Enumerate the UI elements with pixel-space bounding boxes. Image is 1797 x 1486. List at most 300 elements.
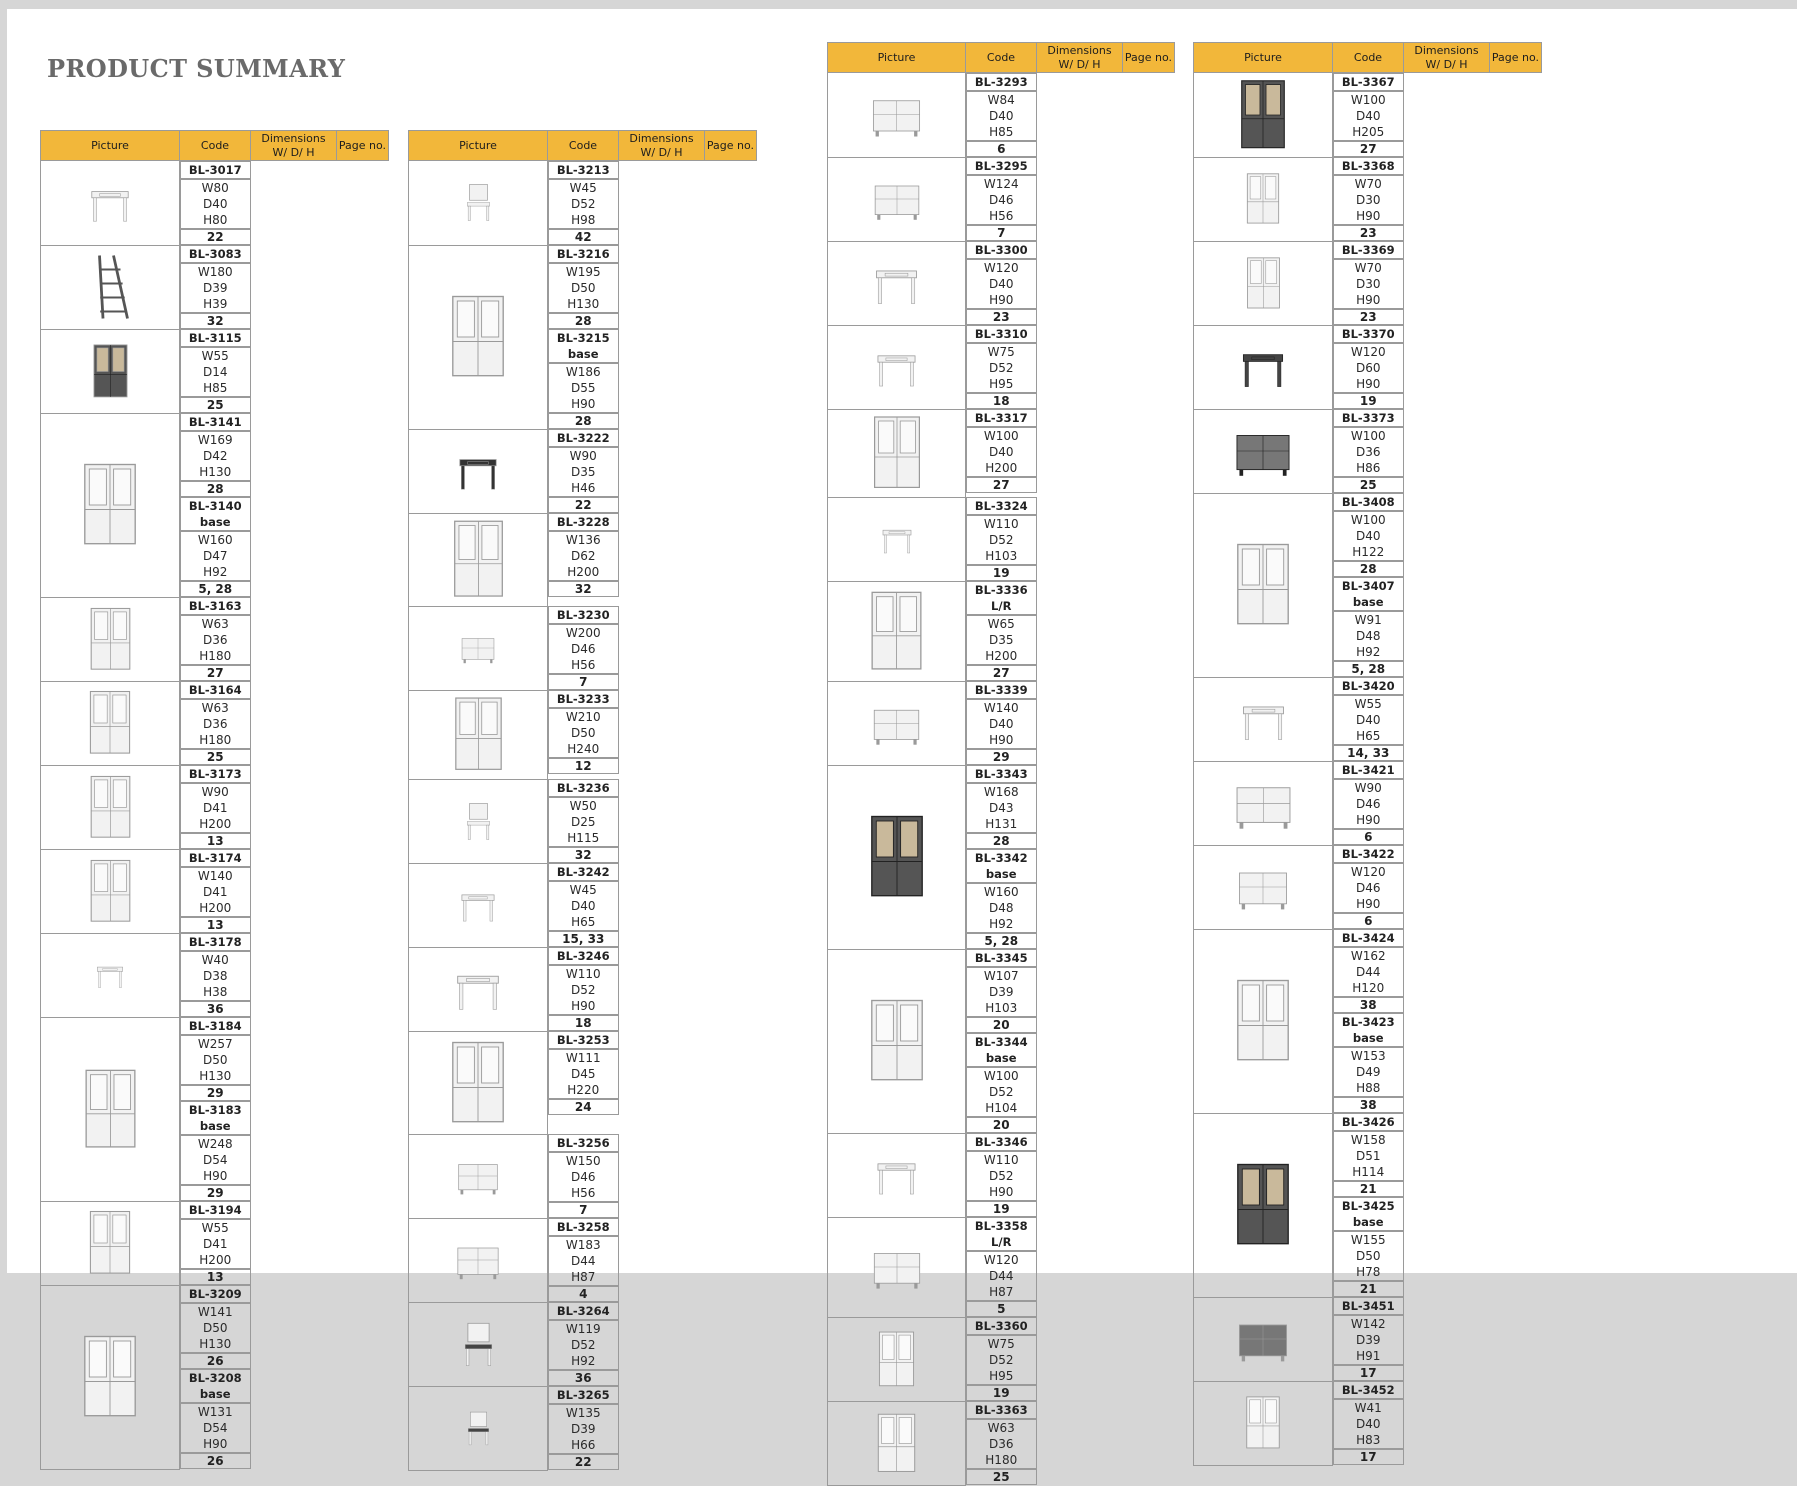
product-dimensions: W136 D62 H200 bbox=[548, 531, 619, 581]
bookcase-icon bbox=[864, 1411, 929, 1476]
table-row bbox=[1194, 1297, 1542, 1381]
table-row bbox=[828, 765, 1175, 849]
product-dimensions: W153 D49 H88 bbox=[1333, 1047, 1404, 1097]
page-number: 32 bbox=[548, 581, 619, 597]
header-picture: Picture bbox=[409, 131, 548, 161]
product-picture bbox=[828, 765, 966, 949]
product-picture bbox=[409, 779, 548, 863]
table-row bbox=[409, 1031, 757, 1134]
product-code: BL-3183 base bbox=[180, 1101, 251, 1135]
page-title: PRODUCT SUMMARY bbox=[47, 54, 346, 83]
product-code: BL-3451 bbox=[1333, 1297, 1404, 1315]
page-number: 4 bbox=[548, 1286, 619, 1302]
product-dimensions: W100 D40 H200 bbox=[966, 427, 1037, 477]
product-code: BL-3422 bbox=[1333, 845, 1404, 863]
product-picture bbox=[1194, 845, 1333, 929]
tv-console-icon bbox=[455, 1153, 501, 1199]
product-dimensions: W110 D52 H90 bbox=[548, 965, 619, 1015]
product-dimensions: W100 D40 H205 bbox=[1333, 91, 1404, 141]
product-picture bbox=[828, 1217, 966, 1317]
product-picture bbox=[1194, 677, 1333, 761]
table-row bbox=[41, 161, 389, 246]
bookshelf-dark-icon bbox=[1232, 420, 1294, 482]
product-dimensions: W111 D45 H220 bbox=[548, 1049, 619, 1099]
table-row bbox=[828, 1317, 1175, 1401]
product-code: BL-3258 bbox=[548, 1218, 619, 1236]
product-picture bbox=[1194, 761, 1333, 845]
dresser-dark-icon bbox=[852, 812, 942, 902]
page-number: 5, 28 bbox=[1333, 661, 1404, 677]
product-picture bbox=[828, 497, 966, 581]
product-picture bbox=[1194, 409, 1333, 493]
table-row bbox=[41, 933, 389, 1017]
page-number: 38 bbox=[1333, 1097, 1404, 1113]
armoire-icon bbox=[436, 517, 521, 602]
table-row bbox=[1194, 241, 1542, 325]
product-picture bbox=[1194, 929, 1333, 1113]
table-row bbox=[1194, 929, 1542, 1013]
product-code: BL-3083 bbox=[180, 245, 251, 263]
page-number: 20 bbox=[966, 1017, 1037, 1033]
page-number: 27 bbox=[966, 477, 1037, 493]
product-code: BL-3115 bbox=[180, 329, 251, 347]
product-code: BL-3265 bbox=[548, 1386, 619, 1404]
product-code: BL-3339 bbox=[966, 681, 1037, 699]
page-number: 23 bbox=[1333, 225, 1404, 241]
product-dimensions: W257 D50 H130 bbox=[180, 1035, 251, 1085]
product-picture bbox=[41, 849, 180, 933]
page-number: 7 bbox=[548, 674, 619, 690]
product-dimensions: W119 D52 H92 bbox=[548, 1320, 619, 1370]
pantry-icon bbox=[1218, 976, 1308, 1066]
product-code: BL-3164 bbox=[180, 681, 251, 699]
table-row bbox=[409, 1302, 757, 1386]
product-dimensions: W63 D36 H180 bbox=[180, 699, 251, 749]
product-dimensions: W140 D41 H200 bbox=[180, 867, 251, 917]
product-dimensions: W75 D52 H95 bbox=[966, 1335, 1037, 1385]
product-picture bbox=[409, 1302, 548, 1386]
table-row bbox=[409, 1386, 757, 1470]
table-row bbox=[828, 497, 1175, 581]
page-number: 27 bbox=[180, 665, 251, 681]
header-picture: Picture bbox=[1194, 43, 1333, 73]
product-code: BL-3215 base bbox=[548, 329, 619, 363]
desk-icon bbox=[84, 177, 136, 229]
dresser-wide-icon bbox=[67, 1066, 154, 1153]
drawer-chest-icon bbox=[870, 1240, 924, 1294]
product-picture bbox=[41, 413, 180, 597]
product-dimensions: W107 D39 H103 bbox=[966, 967, 1037, 1017]
product-code: BL-3140 base bbox=[180, 497, 251, 531]
product-picture bbox=[828, 325, 966, 409]
product-dimensions: W180 D39 H39 bbox=[180, 263, 251, 313]
product-picture bbox=[41, 1285, 180, 1469]
product-dimensions: W75 D52 H95 bbox=[966, 343, 1037, 393]
page-number: 13 bbox=[180, 1269, 251, 1285]
product-dimensions: W63 D36 H180 bbox=[966, 1419, 1037, 1469]
product-code: BL-3163 bbox=[180, 597, 251, 615]
product-picture bbox=[409, 606, 548, 690]
cupboard-icon bbox=[1235, 255, 1292, 312]
table-row bbox=[828, 241, 1175, 325]
table-row bbox=[828, 681, 1175, 765]
product-picture bbox=[41, 1017, 180, 1201]
coffee-table-icon bbox=[452, 445, 504, 497]
product-picture bbox=[41, 597, 180, 681]
drawer-chest-icon bbox=[1232, 772, 1295, 835]
product-dimensions: W70 D30 H90 bbox=[1333, 175, 1404, 225]
desk-icon bbox=[877, 519, 917, 559]
page-number: 23 bbox=[1333, 309, 1404, 325]
vitrine-tall-icon bbox=[853, 588, 940, 675]
bookcase-icon bbox=[76, 773, 145, 842]
header-dimensions: Dimensions W/ D/ H bbox=[1037, 43, 1123, 73]
product-code: BL-3017 bbox=[180, 161, 251, 179]
page-number: 21 bbox=[1333, 1281, 1404, 1297]
product-dimensions: W195 D50 H130 bbox=[548, 263, 619, 313]
product-picture bbox=[828, 157, 966, 241]
page-number: 12 bbox=[548, 758, 619, 774]
catalog-page bbox=[7, 9, 1797, 1484]
product-code: BL-3407 base bbox=[1333, 577, 1404, 611]
header-picture: Picture bbox=[828, 43, 966, 73]
page-number: 7 bbox=[966, 225, 1037, 241]
page-number: 23 bbox=[966, 309, 1037, 325]
product-code: BL-3344 base bbox=[966, 1033, 1037, 1067]
product-code: BL-3213 bbox=[548, 161, 619, 179]
header-code: Code bbox=[180, 131, 251, 161]
product-dimensions: W210 D50 H240 bbox=[548, 708, 619, 758]
table-row bbox=[1194, 761, 1542, 845]
table-row bbox=[828, 409, 1175, 497]
table-row bbox=[409, 245, 757, 329]
table-row bbox=[41, 245, 389, 329]
table-row bbox=[1194, 1381, 1542, 1465]
header-dimensions: Dimensions W/ D/ H bbox=[251, 131, 337, 161]
product-code: BL-3300 bbox=[966, 241, 1037, 259]
wine-cabinet-icon bbox=[1235, 1311, 1291, 1367]
secretary-icon bbox=[852, 996, 942, 1086]
product-picture bbox=[828, 949, 966, 1133]
product-code: BL-3256 bbox=[548, 1134, 619, 1152]
page-number: 19 bbox=[1333, 393, 1404, 409]
product-code: BL-3208 base bbox=[180, 1369, 251, 1403]
product-dimensions: W155 D50 H78 bbox=[1333, 1231, 1404, 1281]
vitrine-icon bbox=[857, 413, 937, 493]
product-code: BL-3342 base bbox=[966, 849, 1037, 883]
product-dimensions: W65 D35 H200 bbox=[966, 615, 1037, 665]
product-code: BL-3420 bbox=[1333, 677, 1404, 695]
desk-dark-icon bbox=[1235, 339, 1291, 395]
page-number: 6 bbox=[966, 141, 1037, 157]
product-code: BL-3264 bbox=[548, 1302, 619, 1320]
table-row bbox=[1194, 1113, 1542, 1197]
bench-icon bbox=[452, 1318, 505, 1371]
wall-cabinet-icon bbox=[81, 342, 140, 401]
page-number: 36 bbox=[548, 1370, 619, 1386]
product-code: BL-3424 bbox=[1333, 929, 1404, 947]
page-number: 6 bbox=[1333, 913, 1404, 929]
table-row bbox=[409, 863, 757, 947]
page-number: 25 bbox=[180, 397, 251, 413]
page-number: 27 bbox=[966, 665, 1037, 681]
header-code: Code bbox=[1333, 43, 1404, 73]
table-row bbox=[828, 325, 1175, 409]
tv-console-icon bbox=[870, 697, 923, 750]
page-number: 18 bbox=[966, 393, 1037, 409]
product-picture bbox=[828, 241, 966, 325]
table-row bbox=[409, 513, 757, 606]
bookcase-wide-icon bbox=[76, 857, 145, 926]
product-code: BL-3358 L/R bbox=[966, 1217, 1037, 1251]
product-code: BL-3421 bbox=[1333, 761, 1404, 779]
page-number: 28 bbox=[548, 413, 619, 429]
product-dimensions: W41 D40 H83 bbox=[1333, 1399, 1404, 1449]
page-number: 29 bbox=[180, 1085, 251, 1101]
product-dimensions: W110 D52 H90 bbox=[966, 1151, 1037, 1201]
table-row bbox=[1194, 157, 1542, 241]
product-dimensions: W150 D46 H56 bbox=[548, 1152, 619, 1202]
header-picture: Picture bbox=[41, 131, 180, 161]
page-number: 29 bbox=[966, 749, 1037, 765]
product-picture bbox=[409, 161, 548, 246]
page-number: 5 bbox=[966, 1301, 1037, 1317]
page-number: 42 bbox=[548, 229, 619, 245]
basket-bench-icon bbox=[458, 1408, 499, 1449]
product-picture bbox=[41, 245, 180, 329]
product-table bbox=[1193, 42, 1542, 1466]
product-code: BL-3310 bbox=[966, 325, 1037, 343]
table-row bbox=[828, 949, 1175, 1033]
product-code: BL-3233 bbox=[548, 690, 619, 708]
page-number: 13 bbox=[180, 917, 251, 933]
table-row bbox=[409, 606, 757, 690]
product-code: BL-3253 bbox=[548, 1031, 619, 1049]
ladder-shelf-icon bbox=[75, 252, 145, 322]
tv-console-icon bbox=[871, 173, 923, 225]
table-row bbox=[1194, 493, 1542, 577]
header-code: Code bbox=[548, 131, 619, 161]
product-picture bbox=[828, 1317, 966, 1401]
product-dimensions: W100 D40 H122 bbox=[1333, 511, 1404, 561]
table-row bbox=[41, 413, 389, 497]
product-dimensions: W158 D51 H114 bbox=[1333, 1131, 1404, 1181]
table-row bbox=[41, 597, 389, 681]
page-number: 19 bbox=[966, 1201, 1037, 1217]
page-number: 25 bbox=[180, 749, 251, 765]
table-row bbox=[409, 947, 757, 1031]
product-picture bbox=[1194, 1113, 1333, 1297]
table-row bbox=[828, 581, 1175, 681]
product-dimensions: W142 D39 H91 bbox=[1333, 1315, 1404, 1365]
product-dimensions: W120 D44 H87 bbox=[966, 1251, 1037, 1301]
product-code: BL-3230 bbox=[548, 606, 619, 624]
product-dimensions: W100 D36 H86 bbox=[1333, 427, 1404, 477]
header-page: Page no. bbox=[1123, 43, 1175, 73]
table-row bbox=[409, 1134, 757, 1218]
product-code: BL-3293 bbox=[966, 73, 1037, 91]
product-code: BL-3336 L/R bbox=[966, 581, 1037, 615]
valet-icon bbox=[456, 799, 501, 844]
product-picture bbox=[409, 1031, 548, 1134]
product-dimensions: W91 D48 H92 bbox=[1333, 611, 1404, 661]
desk-icon bbox=[870, 1149, 923, 1202]
product-code: BL-3228 bbox=[548, 513, 619, 531]
tv-console-icon bbox=[459, 629, 497, 667]
page-number: 15, 33 bbox=[548, 931, 619, 947]
product-dimensions: W84 D40 H85 bbox=[966, 91, 1037, 141]
tall-cabinet-icon bbox=[76, 605, 145, 674]
hall-stand-icon bbox=[866, 1329, 927, 1390]
page-number: 5, 28 bbox=[180, 581, 251, 597]
dresser-icon bbox=[1218, 540, 1308, 630]
page-number: 25 bbox=[966, 1469, 1037, 1485]
page-number: 7 bbox=[548, 1202, 619, 1218]
table-row bbox=[41, 849, 389, 933]
product-code: BL-3363 bbox=[966, 1401, 1037, 1419]
product-code: BL-3423 base bbox=[1333, 1013, 1404, 1047]
header-page: Page no. bbox=[705, 131, 757, 161]
product-dimensions: W124 D46 H56 bbox=[966, 175, 1037, 225]
page-number: 21 bbox=[1333, 1181, 1404, 1197]
product-table bbox=[408, 130, 757, 1471]
product-picture bbox=[41, 161, 180, 246]
table-row bbox=[41, 765, 389, 849]
product-table bbox=[827, 42, 1175, 1486]
table-row bbox=[409, 161, 757, 246]
side-table-icon bbox=[455, 882, 501, 928]
product-code: BL-3209 bbox=[180, 1285, 251, 1303]
table-row bbox=[828, 1401, 1175, 1485]
product-picture bbox=[41, 681, 180, 765]
sideboard-icon bbox=[454, 1236, 502, 1284]
product-picture bbox=[409, 513, 548, 606]
table-row bbox=[1194, 409, 1542, 493]
product-dimensions: W55 D41 H200 bbox=[180, 1219, 251, 1269]
product-code: BL-3242 bbox=[548, 863, 619, 881]
page-number: 27 bbox=[1333, 141, 1404, 157]
product-picture bbox=[409, 690, 548, 779]
table-row bbox=[41, 1285, 389, 1369]
table-row bbox=[409, 429, 757, 513]
product-picture bbox=[1194, 325, 1333, 409]
product-code: BL-3324 bbox=[966, 497, 1037, 515]
product-code: BL-3173 bbox=[180, 765, 251, 783]
header-code: Code bbox=[966, 43, 1037, 73]
product-picture bbox=[41, 329, 180, 413]
product-code: BL-3368 bbox=[1333, 157, 1404, 175]
dresser-icon bbox=[65, 1332, 155, 1422]
product-picture bbox=[409, 245, 548, 429]
product-code: BL-3343 bbox=[966, 765, 1037, 783]
dresser-icon bbox=[433, 292, 523, 382]
product-code: BL-3346 bbox=[966, 1133, 1037, 1151]
product-picture bbox=[409, 1386, 548, 1470]
page-number: 5, 28 bbox=[966, 933, 1037, 949]
console-table-icon bbox=[868, 255, 925, 312]
page-number: 19 bbox=[966, 1385, 1037, 1401]
product-picture bbox=[1194, 73, 1333, 158]
product-dimensions: W63 D36 H180 bbox=[180, 615, 251, 665]
library-icon bbox=[438, 694, 519, 775]
product-dimensions: W135 D39 H66 bbox=[548, 1404, 619, 1454]
table-row bbox=[409, 690, 757, 779]
product-dimensions: W160 D48 H92 bbox=[966, 883, 1037, 933]
product-dimensions: W45 D52 H98 bbox=[548, 179, 619, 229]
product-dimensions: W90 D41 H200 bbox=[180, 783, 251, 833]
product-dimensions: W70 D30 H90 bbox=[1333, 259, 1404, 309]
product-picture bbox=[409, 863, 548, 947]
page-number: 24 bbox=[548, 1099, 619, 1115]
table-row bbox=[1194, 677, 1542, 761]
product-dimensions: W141 D50 H130 bbox=[180, 1303, 251, 1353]
product-code: BL-3222 bbox=[548, 429, 619, 447]
product-dimensions: W55 D14 H85 bbox=[180, 347, 251, 397]
product-dimensions: W120 D40 H90 bbox=[966, 259, 1037, 309]
product-dimensions: W120 D60 H90 bbox=[1333, 343, 1404, 393]
product-dimensions: W90 D46 H90 bbox=[1333, 779, 1404, 829]
product-code: BL-3370 bbox=[1333, 325, 1404, 343]
product-picture bbox=[409, 947, 548, 1031]
product-picture bbox=[828, 681, 966, 765]
product-code: BL-3373 bbox=[1333, 409, 1404, 427]
header-page: Page no. bbox=[337, 131, 389, 161]
tall-cabinet-icon bbox=[75, 1208, 145, 1278]
product-dimensions: W186 D55 H90 bbox=[548, 363, 619, 413]
cupboard-icon bbox=[1235, 171, 1291, 227]
product-picture bbox=[41, 933, 180, 1017]
product-picture bbox=[409, 429, 548, 513]
product-picture bbox=[1194, 1297, 1333, 1381]
kitchen-island-icon bbox=[1235, 691, 1292, 748]
product-dimensions: W248 D54 H90 bbox=[180, 1135, 251, 1185]
product-picture bbox=[828, 581, 966, 681]
drawer-chest-icon bbox=[869, 87, 924, 142]
product-dimensions: W45 D40 H65 bbox=[548, 881, 619, 931]
page-number: 22 bbox=[180, 229, 251, 245]
table-row bbox=[41, 329, 389, 413]
product-dimensions: W40 D38 H38 bbox=[180, 951, 251, 1001]
page-number: 17 bbox=[1333, 1449, 1404, 1465]
product-dimensions: W131 D54 H90 bbox=[180, 1403, 251, 1453]
table-row bbox=[41, 1017, 389, 1101]
product-dimensions: W90 D35 H46 bbox=[548, 447, 619, 497]
product-dimensions: W120 D46 H90 bbox=[1333, 863, 1404, 913]
product-code: BL-3174 bbox=[180, 849, 251, 867]
page-number: 25 bbox=[1333, 477, 1404, 493]
product-code: BL-3236 bbox=[548, 779, 619, 797]
product-picture bbox=[828, 1133, 966, 1217]
product-dimensions: W80 D40 H80 bbox=[180, 179, 251, 229]
product-picture bbox=[828, 1401, 966, 1485]
page-number: 18 bbox=[548, 1015, 619, 1031]
product-picture bbox=[409, 1218, 548, 1302]
product-dimensions: W200 D46 H56 bbox=[548, 624, 619, 674]
table-row bbox=[41, 1201, 389, 1285]
header-dimensions: Dimensions W/ D/ H bbox=[1404, 43, 1490, 73]
product-dimensions: W140 D40 H90 bbox=[966, 699, 1037, 749]
product-code: BL-3141 bbox=[180, 413, 251, 431]
product-code: BL-3178 bbox=[180, 933, 251, 951]
chair-icon bbox=[456, 180, 501, 225]
product-dimensions: W55 D40 H65 bbox=[1333, 695, 1404, 745]
product-dimensions: W100 D52 H104 bbox=[966, 1067, 1037, 1117]
product-dimensions: W183 D44 H87 bbox=[548, 1236, 619, 1286]
product-code: BL-3317 bbox=[966, 409, 1037, 427]
page-number: 13 bbox=[180, 833, 251, 849]
page-number: 32 bbox=[548, 847, 619, 863]
product-code: BL-3369 bbox=[1333, 241, 1404, 259]
